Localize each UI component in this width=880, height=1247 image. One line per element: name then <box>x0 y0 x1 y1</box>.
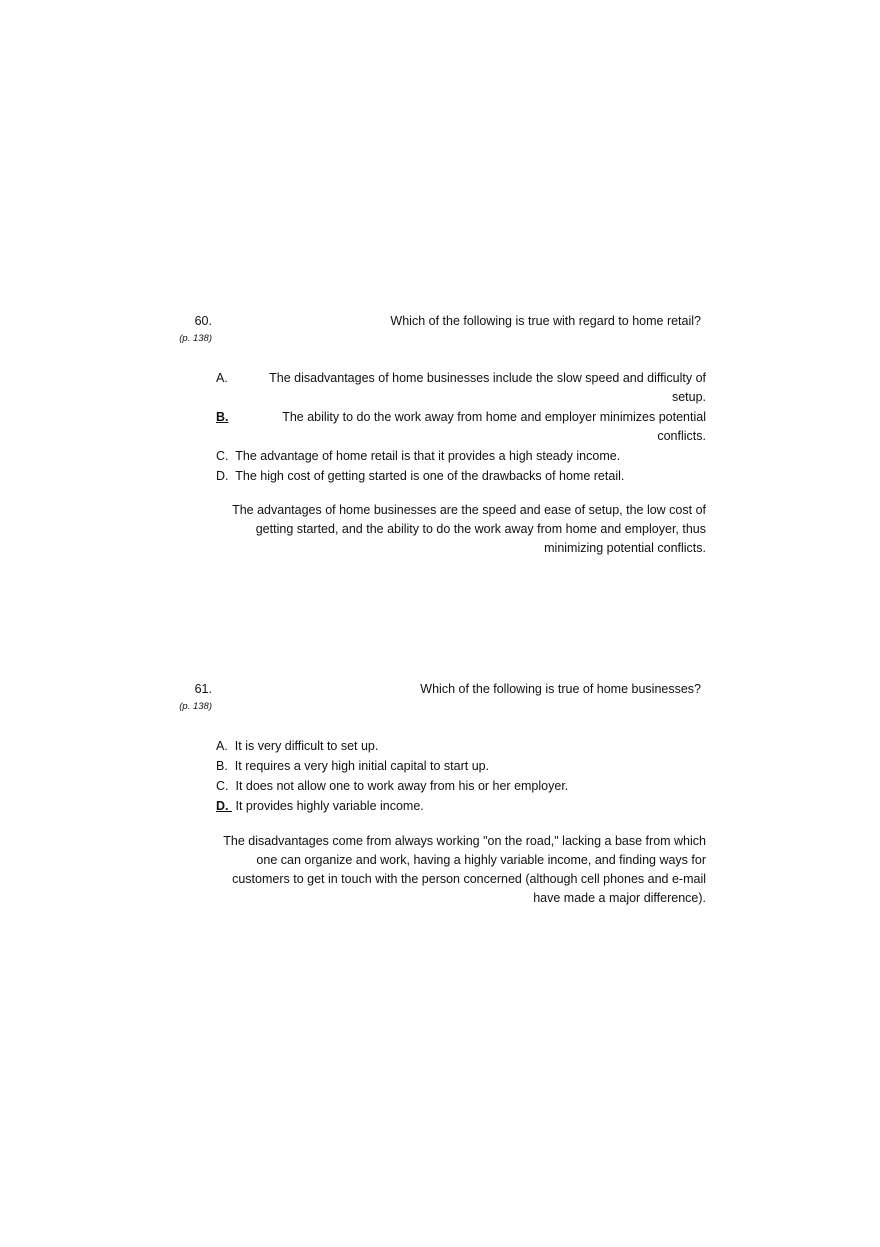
question-number: 61. <box>194 682 212 696</box>
choice-text: It is very difficult to set up. <box>234 739 379 753</box>
question-text: Which of the following is true with regard to home retail? <box>390 314 701 328</box>
choice-list <box>216 737 706 817</box>
choice-a <box>216 737 706 756</box>
choice-list <box>216 369 706 487</box>
correct-choice-letter: D. <box>216 799 232 813</box>
choice-text: It does not allow one to work away from his or her employer. <box>235 779 569 793</box>
choice-b <box>216 757 706 776</box>
choice-letter: C. <box>216 779 232 793</box>
answer-explanation: The advantages of home businesses are the speed and ease of setup, the low cost of getting started, and the ability to do the work away from home and employer, thus minimizing potential conflicts. <box>232 503 706 555</box>
choice-c <box>216 777 706 796</box>
choice-text: It requires a very high initial capital to start up. <box>234 759 490 773</box>
question-text: Which of the following is true of home businesses? <box>420 682 701 696</box>
page-reference: (p. 138) <box>179 701 212 712</box>
choice-letter: A. <box>216 371 228 385</box>
choice-a <box>216 369 706 407</box>
choice-text: The high cost of getting started is one of the drawbacks of home retail. <box>235 469 625 483</box>
choice-d <box>216 797 706 816</box>
choice-text: The disadvantages of home businesses include the slow speed and difficulty of setup. <box>269 371 706 404</box>
choice-text: It provides highly variable income. <box>235 799 424 813</box>
choice-letter: C. <box>216 449 232 463</box>
correct-choice-letter: B. <box>216 410 229 424</box>
page-reference: (p. 138) <box>179 333 212 344</box>
choice-letter: B. <box>216 759 232 773</box>
choice-d <box>216 467 706 486</box>
choice-text: The advantage of home retail is that it provides a high steady income. <box>235 449 621 463</box>
choice-letter: D. <box>216 469 232 483</box>
choice-c <box>216 447 706 466</box>
choice-b <box>216 408 706 446</box>
choice-letter: A. <box>216 739 232 753</box>
choice-text: The ability to do the work away from home and employer minimizes potential conflicts. <box>282 410 706 443</box>
answer-explanation: The disadvantages come from always working "on the road," lacking a base from which one can organize and work, having a highly variable income, and finding ways for customers to get in touch with the person concerned (although cell phones and e-mail have made a major difference). <box>223 834 706 905</box>
question-number: 60. <box>194 314 212 328</box>
